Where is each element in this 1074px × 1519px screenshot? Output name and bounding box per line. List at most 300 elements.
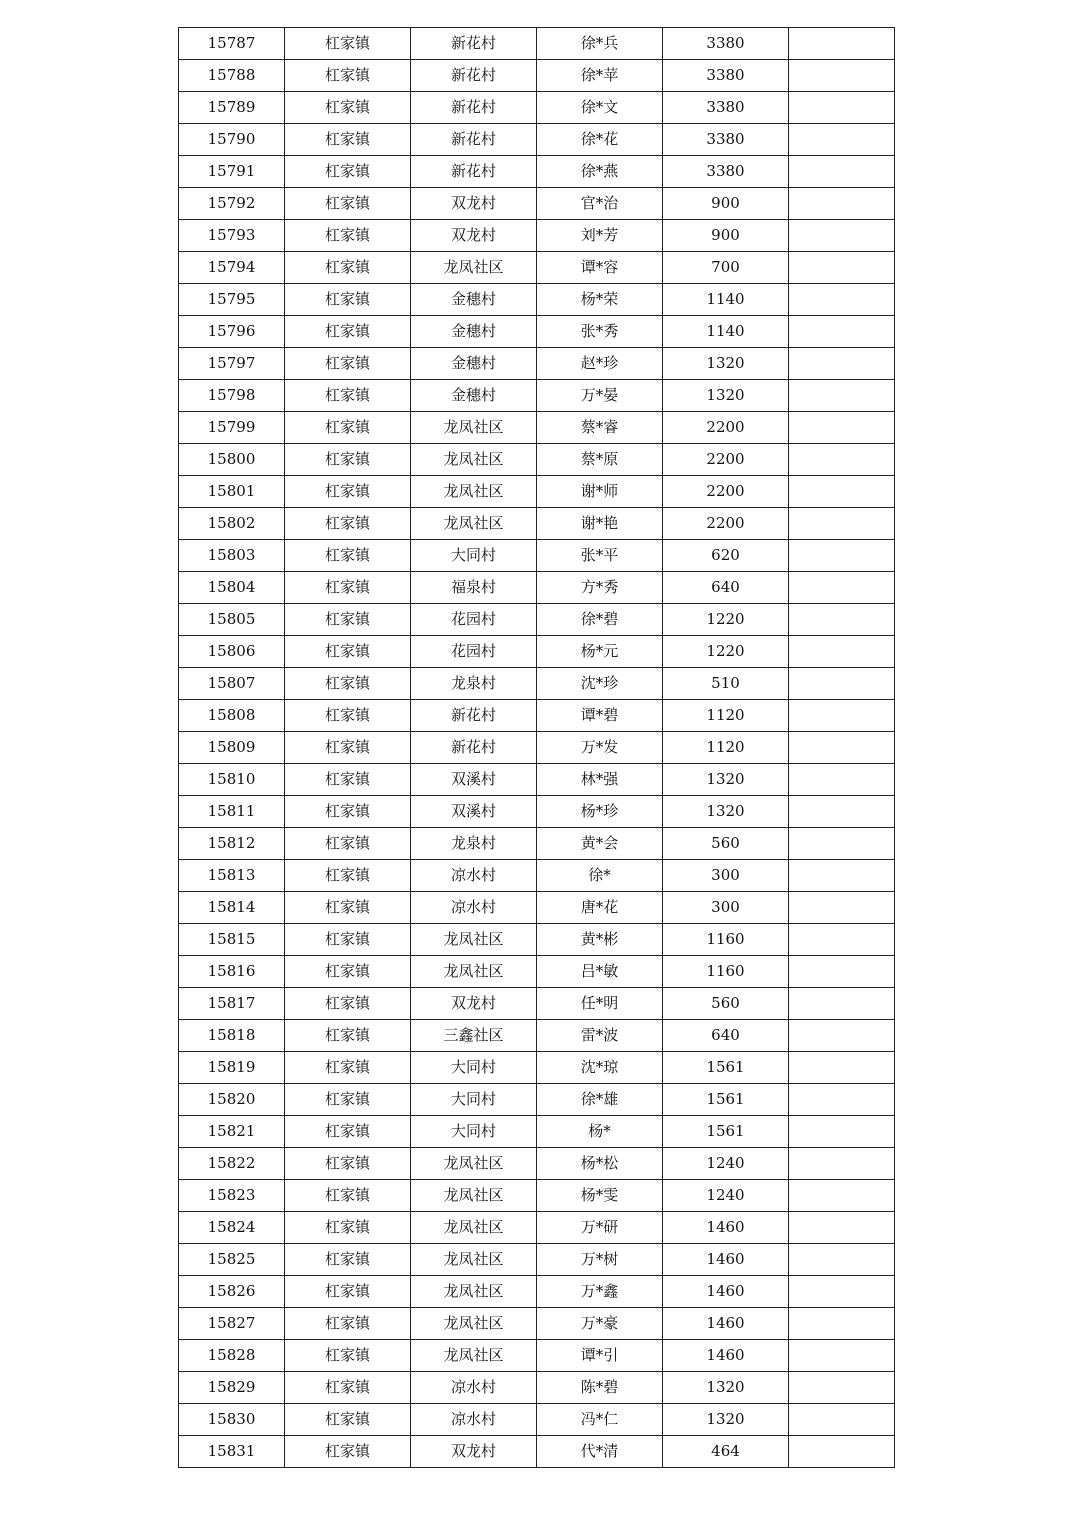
amount-cell: 640 (663, 1020, 789, 1052)
name-cell: 代*清 (537, 1436, 663, 1468)
note-cell (789, 956, 895, 988)
note-cell (789, 348, 895, 380)
name-cell: 黄*会 (537, 828, 663, 860)
village-cell: 新花村 (411, 732, 537, 764)
name-cell: 林*强 (537, 764, 663, 796)
table-row (179, 156, 895, 188)
town-cell: 杠家镇 (285, 1084, 411, 1116)
name-cell: 杨*松 (537, 1148, 663, 1180)
table-row (179, 1212, 895, 1244)
table-row (179, 188, 895, 220)
note-cell (789, 1180, 895, 1212)
note-cell (789, 828, 895, 860)
name-cell: 徐*花 (537, 124, 663, 156)
village-cell: 龙凤社区 (411, 252, 537, 284)
name-cell: 吕*敏 (537, 956, 663, 988)
amount-cell: 1160 (663, 956, 789, 988)
row-number-cell: 15791 (179, 156, 285, 188)
table-row (179, 284, 895, 316)
amount-cell: 1320 (663, 764, 789, 796)
row-number-cell: 15824 (179, 1212, 285, 1244)
town-cell: 杠家镇 (285, 796, 411, 828)
row-number-cell: 15792 (179, 188, 285, 220)
name-cell: 任*明 (537, 988, 663, 1020)
village-cell: 花园村 (411, 636, 537, 668)
row-number-cell: 15828 (179, 1340, 285, 1372)
note-cell (789, 860, 895, 892)
village-cell: 龙泉村 (411, 668, 537, 700)
note-cell (789, 572, 895, 604)
note-cell (789, 700, 895, 732)
row-number-cell: 15804 (179, 572, 285, 604)
town-cell: 杠家镇 (285, 284, 411, 316)
town-cell: 杠家镇 (285, 988, 411, 1020)
row-number-cell: 15820 (179, 1084, 285, 1116)
amount-cell: 300 (663, 860, 789, 892)
town-cell: 杠家镇 (285, 1212, 411, 1244)
amount-cell: 1320 (663, 796, 789, 828)
note-cell (789, 1084, 895, 1116)
row-number-cell: 15808 (179, 700, 285, 732)
table-row (179, 1084, 895, 1116)
note-cell (789, 60, 895, 92)
row-number-cell: 15806 (179, 636, 285, 668)
row-number-cell: 15796 (179, 316, 285, 348)
amount-cell: 1220 (663, 636, 789, 668)
amount-cell: 640 (663, 572, 789, 604)
village-cell: 金穗村 (411, 380, 537, 412)
amount-cell: 900 (663, 220, 789, 252)
name-cell: 方*秀 (537, 572, 663, 604)
note-cell (789, 1436, 895, 1468)
village-cell: 新花村 (411, 700, 537, 732)
note-cell (789, 668, 895, 700)
name-cell: 冯*仁 (537, 1404, 663, 1436)
village-cell: 龙凤社区 (411, 1276, 537, 1308)
village-cell: 双溪村 (411, 764, 537, 796)
table-row (179, 1052, 895, 1084)
row-number-cell: 15799 (179, 412, 285, 444)
row-number-cell: 15811 (179, 796, 285, 828)
table-row (179, 892, 895, 924)
town-cell: 杠家镇 (285, 732, 411, 764)
amount-cell: 300 (663, 892, 789, 924)
name-cell: 张*秀 (537, 316, 663, 348)
name-cell: 沈*珍 (537, 668, 663, 700)
table-row (179, 1180, 895, 1212)
row-number-cell: 15795 (179, 284, 285, 316)
table-row (179, 348, 895, 380)
row-number-cell: 15801 (179, 476, 285, 508)
name-cell: 徐*兵 (537, 28, 663, 60)
subsidy-list-table (178, 27, 895, 1468)
note-cell (789, 1020, 895, 1052)
name-cell: 徐* (537, 860, 663, 892)
town-cell: 杠家镇 (285, 892, 411, 924)
table-row (179, 828, 895, 860)
table-row (179, 1276, 895, 1308)
table-row (179, 1340, 895, 1372)
town-cell: 杠家镇 (285, 156, 411, 188)
note-cell (789, 1244, 895, 1276)
note-cell (789, 1276, 895, 1308)
name-cell: 谭*引 (537, 1340, 663, 1372)
town-cell: 杠家镇 (285, 1404, 411, 1436)
row-number-cell: 15822 (179, 1148, 285, 1180)
amount-cell: 464 (663, 1436, 789, 1468)
amount-cell: 620 (663, 540, 789, 572)
note-cell (789, 444, 895, 476)
row-number-cell: 15831 (179, 1436, 285, 1468)
name-cell: 杨*珍 (537, 796, 663, 828)
village-cell: 龙凤社区 (411, 1308, 537, 1340)
village-cell: 双龙村 (411, 1436, 537, 1468)
table-row (179, 1308, 895, 1340)
town-cell: 杠家镇 (285, 1340, 411, 1372)
amount-cell: 1460 (663, 1244, 789, 1276)
note-cell (789, 1116, 895, 1148)
amount-cell: 1460 (663, 1308, 789, 1340)
town-cell: 杠家镇 (285, 316, 411, 348)
note-cell (789, 28, 895, 60)
note-cell (789, 1308, 895, 1340)
table-row (179, 316, 895, 348)
town-cell: 杠家镇 (285, 1180, 411, 1212)
table-row (179, 924, 895, 956)
village-cell: 大同村 (411, 1052, 537, 1084)
village-cell: 龙凤社区 (411, 444, 537, 476)
name-cell: 杨*荣 (537, 284, 663, 316)
row-number-cell: 15812 (179, 828, 285, 860)
row-number-cell: 15818 (179, 1020, 285, 1052)
row-number-cell: 15815 (179, 924, 285, 956)
village-cell: 新花村 (411, 28, 537, 60)
amount-cell: 1460 (663, 1340, 789, 1372)
village-cell: 金穗村 (411, 284, 537, 316)
table-row (179, 732, 895, 764)
town-cell: 杠家镇 (285, 124, 411, 156)
note-cell (789, 380, 895, 412)
row-number-cell: 15803 (179, 540, 285, 572)
table-row (179, 796, 895, 828)
village-cell: 龙泉村 (411, 828, 537, 860)
name-cell: 杨* (537, 1116, 663, 1148)
name-cell: 赵*珍 (537, 348, 663, 380)
name-cell: 沈*琼 (537, 1052, 663, 1084)
town-cell: 杠家镇 (285, 1244, 411, 1276)
table-row (179, 540, 895, 572)
village-cell: 龙凤社区 (411, 1180, 537, 1212)
row-number-cell: 15789 (179, 92, 285, 124)
name-cell: 陈*碧 (537, 1372, 663, 1404)
table-row (179, 1244, 895, 1276)
name-cell: 杨*雯 (537, 1180, 663, 1212)
village-cell: 凉水村 (411, 892, 537, 924)
amount-cell: 1140 (663, 316, 789, 348)
row-number-cell: 15798 (179, 380, 285, 412)
amount-cell: 1240 (663, 1180, 789, 1212)
village-cell: 龙凤社区 (411, 1148, 537, 1180)
table-row (179, 956, 895, 988)
note-cell (789, 796, 895, 828)
row-number-cell: 15790 (179, 124, 285, 156)
town-cell: 杠家镇 (285, 924, 411, 956)
name-cell: 张*平 (537, 540, 663, 572)
name-cell: 蔡*原 (537, 444, 663, 476)
town-cell: 杠家镇 (285, 604, 411, 636)
amount-cell: 510 (663, 668, 789, 700)
amount-cell: 3380 (663, 92, 789, 124)
village-cell: 新花村 (411, 60, 537, 92)
amount-cell: 3380 (663, 156, 789, 188)
note-cell (789, 604, 895, 636)
table-row (179, 124, 895, 156)
note-cell (789, 732, 895, 764)
note-cell (789, 508, 895, 540)
table-row (179, 476, 895, 508)
table-row (179, 60, 895, 92)
town-cell: 杠家镇 (285, 1116, 411, 1148)
amount-cell: 1561 (663, 1084, 789, 1116)
note-cell (789, 1372, 895, 1404)
table-row (179, 860, 895, 892)
village-cell: 大同村 (411, 1084, 537, 1116)
amount-cell: 700 (663, 252, 789, 284)
table-row (179, 92, 895, 124)
amount-cell: 3380 (663, 124, 789, 156)
town-cell: 杠家镇 (285, 1308, 411, 1340)
village-cell: 龙凤社区 (411, 1244, 537, 1276)
row-number-cell: 15793 (179, 220, 285, 252)
row-number-cell: 15816 (179, 956, 285, 988)
table-row (179, 444, 895, 476)
note-cell (789, 1212, 895, 1244)
village-cell: 福泉村 (411, 572, 537, 604)
amount-cell: 1220 (663, 604, 789, 636)
amount-cell: 3380 (663, 60, 789, 92)
village-cell: 龙凤社区 (411, 1340, 537, 1372)
note-cell (789, 412, 895, 444)
amount-cell: 1320 (663, 348, 789, 380)
name-cell: 徐*苹 (537, 60, 663, 92)
name-cell: 万*晏 (537, 380, 663, 412)
name-cell: 谭*碧 (537, 700, 663, 732)
row-number-cell: 15802 (179, 508, 285, 540)
name-cell: 唐*花 (537, 892, 663, 924)
amount-cell: 2200 (663, 444, 789, 476)
row-number-cell: 15823 (179, 1180, 285, 1212)
village-cell: 金穗村 (411, 316, 537, 348)
note-cell (789, 188, 895, 220)
village-cell: 新花村 (411, 156, 537, 188)
amount-cell: 900 (663, 188, 789, 220)
village-cell: 龙凤社区 (411, 476, 537, 508)
name-cell: 刘*芳 (537, 220, 663, 252)
row-number-cell: 15813 (179, 860, 285, 892)
note-cell (789, 1404, 895, 1436)
row-number-cell: 15800 (179, 444, 285, 476)
note-cell (789, 924, 895, 956)
town-cell: 杠家镇 (285, 1276, 411, 1308)
table-row (179, 1404, 895, 1436)
name-cell: 蔡*睿 (537, 412, 663, 444)
amount-cell: 1561 (663, 1052, 789, 1084)
table-row (179, 668, 895, 700)
town-cell: 杠家镇 (285, 508, 411, 540)
table-row (179, 700, 895, 732)
town-cell: 杠家镇 (285, 92, 411, 124)
village-cell: 凉水村 (411, 1404, 537, 1436)
table-row (179, 1372, 895, 1404)
table-row (179, 508, 895, 540)
town-cell: 杠家镇 (285, 636, 411, 668)
name-cell: 雷*波 (537, 1020, 663, 1052)
amount-cell: 1320 (663, 1404, 789, 1436)
town-cell: 杠家镇 (285, 572, 411, 604)
row-number-cell: 15788 (179, 60, 285, 92)
village-cell: 龙凤社区 (411, 956, 537, 988)
amount-cell: 560 (663, 828, 789, 860)
amount-cell: 1160 (663, 924, 789, 956)
table-row (179, 1148, 895, 1180)
amount-cell: 1140 (663, 284, 789, 316)
town-cell: 杠家镇 (285, 860, 411, 892)
amount-cell: 1120 (663, 700, 789, 732)
note-cell (789, 476, 895, 508)
row-number-cell: 15821 (179, 1116, 285, 1148)
row-number-cell: 15807 (179, 668, 285, 700)
row-number-cell: 15805 (179, 604, 285, 636)
town-cell: 杠家镇 (285, 444, 411, 476)
name-cell: 徐*碧 (537, 604, 663, 636)
town-cell: 杠家镇 (285, 764, 411, 796)
village-cell: 大同村 (411, 540, 537, 572)
note-cell (789, 316, 895, 348)
village-cell: 金穗村 (411, 348, 537, 380)
name-cell: 官*治 (537, 188, 663, 220)
town-cell: 杠家镇 (285, 700, 411, 732)
table-row (179, 1436, 895, 1468)
name-cell: 徐*燕 (537, 156, 663, 188)
row-number-cell: 15826 (179, 1276, 285, 1308)
amount-cell: 2200 (663, 476, 789, 508)
row-number-cell: 15817 (179, 988, 285, 1020)
table-body (179, 28, 895, 1468)
note-cell (789, 284, 895, 316)
town-cell: 杠家镇 (285, 252, 411, 284)
amount-cell: 1561 (663, 1116, 789, 1148)
row-number-cell: 15794 (179, 252, 285, 284)
town-cell: 杠家镇 (285, 668, 411, 700)
row-number-cell: 15810 (179, 764, 285, 796)
town-cell: 杠家镇 (285, 1052, 411, 1084)
row-number-cell: 15787 (179, 28, 285, 60)
row-number-cell: 15809 (179, 732, 285, 764)
village-cell: 新花村 (411, 92, 537, 124)
town-cell: 杠家镇 (285, 1436, 411, 1468)
note-cell (789, 540, 895, 572)
village-cell: 三鑫社区 (411, 1020, 537, 1052)
row-number-cell: 15814 (179, 892, 285, 924)
table-row (179, 604, 895, 636)
table-row (179, 1116, 895, 1148)
note-cell (789, 220, 895, 252)
amount-cell: 1460 (663, 1276, 789, 1308)
row-number-cell: 15825 (179, 1244, 285, 1276)
village-cell: 双龙村 (411, 188, 537, 220)
village-cell: 双溪村 (411, 796, 537, 828)
note-cell (789, 92, 895, 124)
town-cell: 杠家镇 (285, 1020, 411, 1052)
note-cell (789, 1340, 895, 1372)
note-cell (789, 636, 895, 668)
name-cell: 徐*雄 (537, 1084, 663, 1116)
table-row (179, 252, 895, 284)
town-cell: 杠家镇 (285, 956, 411, 988)
name-cell: 黄*彬 (537, 924, 663, 956)
town-cell: 杠家镇 (285, 188, 411, 220)
amount-cell: 1320 (663, 1372, 789, 1404)
name-cell: 万*鑫 (537, 1276, 663, 1308)
row-number-cell: 15797 (179, 348, 285, 380)
table-row (179, 636, 895, 668)
name-cell: 万*发 (537, 732, 663, 764)
town-cell: 杠家镇 (285, 412, 411, 444)
table-row (179, 380, 895, 412)
village-cell: 花园村 (411, 604, 537, 636)
amount-cell: 2200 (663, 412, 789, 444)
note-cell (789, 124, 895, 156)
amount-cell: 2200 (663, 508, 789, 540)
note-cell (789, 1052, 895, 1084)
town-cell: 杠家镇 (285, 348, 411, 380)
amount-cell: 3380 (663, 28, 789, 60)
row-number-cell: 15830 (179, 1404, 285, 1436)
note-cell (789, 892, 895, 924)
table-row (179, 28, 895, 60)
table-row (179, 1020, 895, 1052)
note-cell (789, 764, 895, 796)
name-cell: 谢*艳 (537, 508, 663, 540)
name-cell: 谭*容 (537, 252, 663, 284)
town-cell: 杠家镇 (285, 476, 411, 508)
town-cell: 杠家镇 (285, 1372, 411, 1404)
table-row (179, 988, 895, 1020)
town-cell: 杠家镇 (285, 60, 411, 92)
table-row (179, 764, 895, 796)
town-cell: 杠家镇 (285, 220, 411, 252)
amount-cell: 1240 (663, 1148, 789, 1180)
name-cell: 杨*元 (537, 636, 663, 668)
village-cell: 凉水村 (411, 860, 537, 892)
row-number-cell: 15819 (179, 1052, 285, 1084)
town-cell: 杠家镇 (285, 1148, 411, 1180)
name-cell: 万*研 (537, 1212, 663, 1244)
village-cell: 龙凤社区 (411, 924, 537, 956)
village-cell: 双龙村 (411, 988, 537, 1020)
village-cell: 龙凤社区 (411, 1212, 537, 1244)
table-row (179, 220, 895, 252)
village-cell: 双龙村 (411, 220, 537, 252)
name-cell: 万*树 (537, 1244, 663, 1276)
table-row (179, 412, 895, 444)
amount-cell: 560 (663, 988, 789, 1020)
table-row (179, 572, 895, 604)
row-number-cell: 15829 (179, 1372, 285, 1404)
row-number-cell: 15827 (179, 1308, 285, 1340)
town-cell: 杠家镇 (285, 28, 411, 60)
note-cell (789, 156, 895, 188)
